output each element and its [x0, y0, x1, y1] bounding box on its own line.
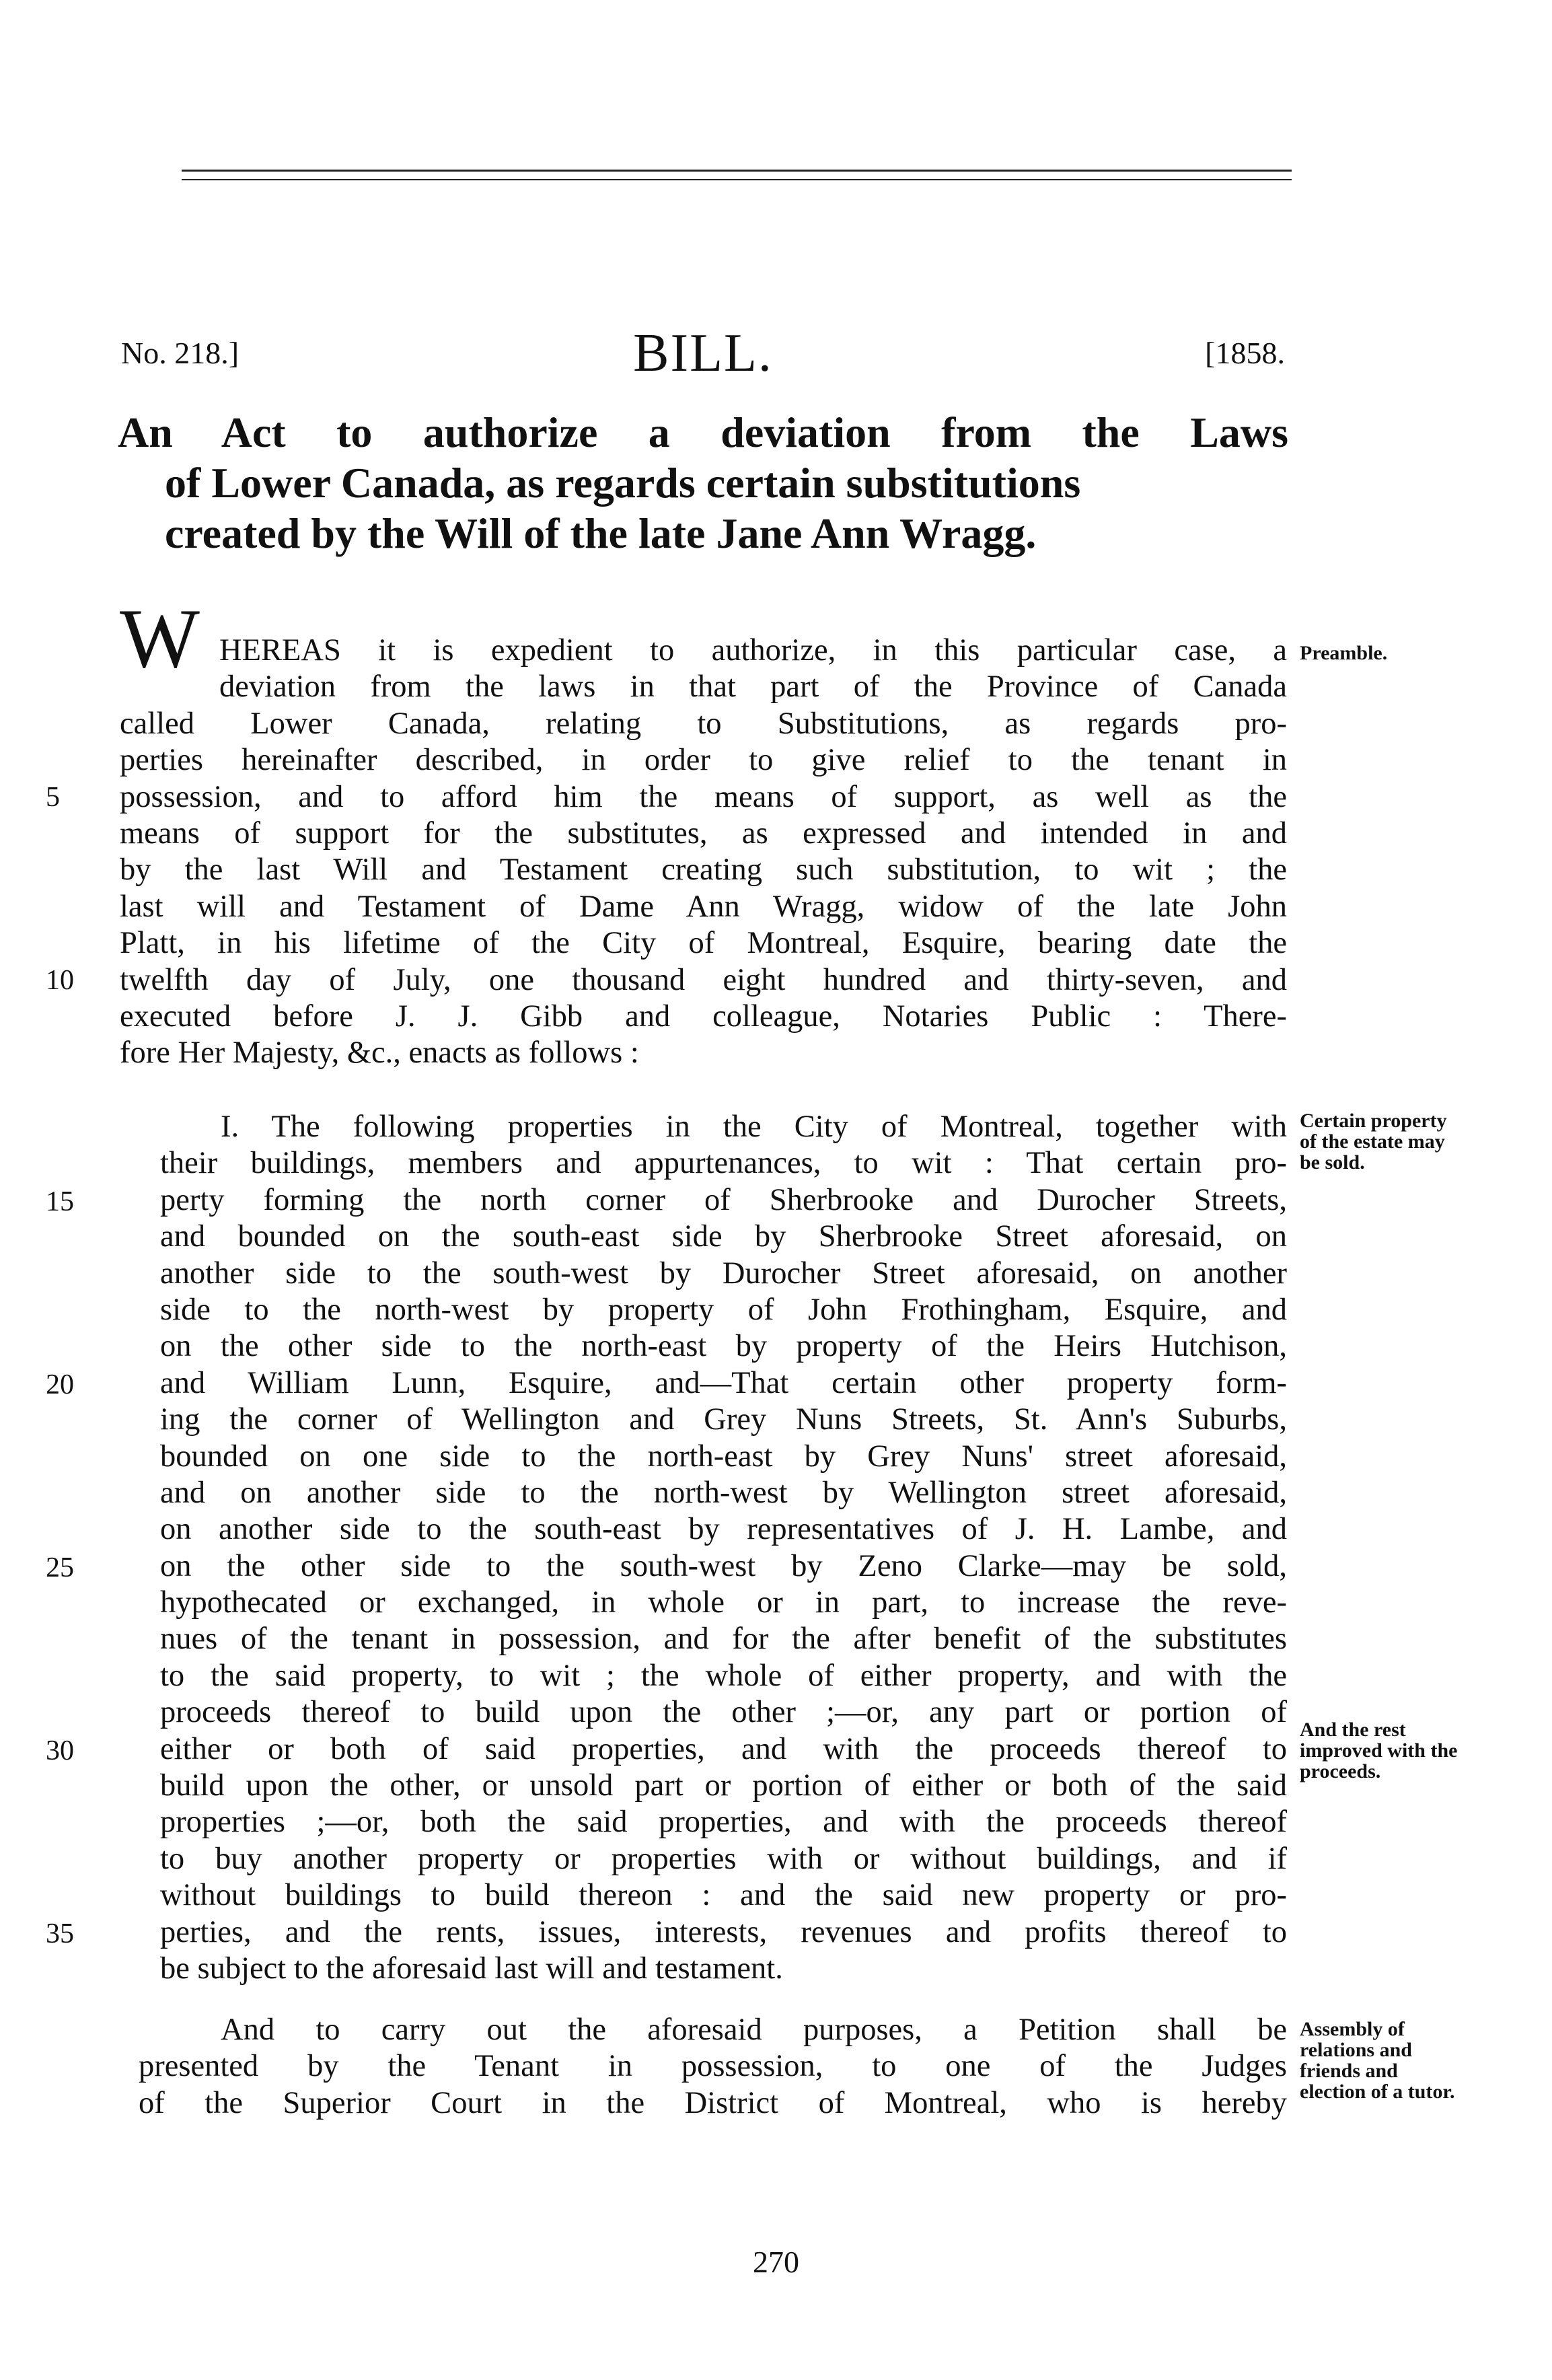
preamble-paragraph	[120, 633, 1287, 1072]
section-one-line: either or both of said properties, and with the proceeds thereof to	[160, 1731, 1287, 1766]
section-one-line: be subject to the aforesaid last will and testament.	[160, 1951, 783, 1986]
act-title	[118, 407, 1288, 558]
preamble-line: last will and Testament of Dame Ann Wragg, widow of the late John	[120, 889, 1287, 924]
section-one-line: and on another side to the north-west by Wellington street aforesaid,	[160, 1475, 1287, 1510]
margin-note-assembly: Assembly of relations and friends and election of a tutor.	[1300, 2018, 1455, 2103]
section-one-line: perties, and the rents, issues, interests, revenues and profits thereof to	[160, 1914, 1287, 1949]
section-one-line: without buildings to build thereon : and the said new property or pro-	[160, 1878, 1287, 1913]
preamble-line: called Lower Canada, relating to Substitutions, as regards pro-	[120, 706, 1287, 741]
section-two-paragraph	[120, 2012, 1287, 2122]
section-one-line: perty forming the north corner of Sherbrooke and Durocher Streets,	[160, 1182, 1287, 1217]
preamble-line: fore Her Majesty, &c., enacts as follows :	[120, 1036, 639, 1071]
preamble-line: HEREAS it is expedient to authorize, in this particular case, a	[219, 633, 1287, 668]
bill-header	[121, 323, 1285, 384]
section-two-line: And to carry out the aforesaid purposes, a Petition shall be	[221, 2013, 1287, 2047]
line-number: 15	[46, 1186, 74, 1217]
section-one-line: to the said property, to wit ; the whole of either property, and with the	[160, 1658, 1287, 1693]
margin-note-preamble: Preamble.	[1300, 642, 1388, 664]
preamble-line: possession, and to afford him the means of support, as well as the	[120, 779, 1287, 814]
section-one-line: and bounded on the south-east side by Sherbrooke Street aforesaid, on	[160, 1219, 1287, 1254]
section-one-line: on another side to the south-east by representatives of J. H. Lambe, and	[160, 1512, 1287, 1547]
section-one-paragraph	[120, 1109, 1287, 1987]
section-one-line: on the other side to the north-east by property of the Heirs Hutchison,	[160, 1329, 1287, 1364]
preamble-line: by the last Will and Testament creating such substitution, to wit ; the	[120, 853, 1287, 888]
section-one-line: build upon the other, or unsold part or portion of either or both of the said	[160, 1768, 1287, 1803]
section-one-line: proceeds thereof to build upon the other ;—or, any part or portion of	[160, 1695, 1287, 1730]
page-number: 270	[753, 2245, 799, 2279]
section-one-line: on the other side to the south-west by Zeno Clarke—may be sold,	[160, 1548, 1287, 1583]
section-two-line: of the Superior Court in the District of Montreal, who is hereby	[139, 2085, 1287, 2120]
section-two-line: presented by the Tenant in possession, to one of the Judges	[139, 2049, 1287, 2084]
bill-heading: BILL.	[633, 324, 773, 383]
section-one-line: to buy another property or properties with or without buildings, and if	[160, 1841, 1287, 1876]
line-number: 10	[46, 965, 74, 996]
top-double-rule	[182, 170, 1292, 172]
line-number: 20	[46, 1369, 74, 1400]
bill-number: No. 218.]	[121, 336, 239, 370]
section-one-line: side to the north-west by property of John Frothingham, Esquire, and	[160, 1292, 1287, 1327]
preamble-dropcap: W	[120, 592, 200, 686]
title-line: An Act to authorize a deviation from the Laws	[118, 408, 1288, 456]
section-one-line: I. The following properties in the City of Montreal, together with	[221, 1110, 1287, 1144]
title-line: of Lower Canada, as regards certain substitutions	[165, 459, 1081, 507]
line-number: 5	[46, 782, 60, 813]
title-line: created by the Will of the late Jane Ann Wragg.	[165, 509, 1037, 557]
section-one-line: hypothecated or exchanged, in whole or in part, to increase the reve-	[160, 1585, 1287, 1620]
section-one-line: properties ;—or, both the said properties, and with the proceeds thereof	[160, 1805, 1287, 1840]
preamble-line: Platt, in his lifetime of the City of Montreal, Esquire, bearing date the	[120, 926, 1287, 961]
margin-note-and-the-rest: And the rest improved with the proceeds.	[1300, 1719, 1458, 1782]
line-number: 35	[46, 1918, 74, 1949]
line-number: 30	[46, 1735, 74, 1766]
preamble-line: executed before J. J. Gibb and colleague, Notaries Public : There-	[120, 999, 1287, 1034]
section-one-line: and William Lunn, Esquire, and—That certain other property form-	[160, 1365, 1287, 1400]
top-double-rule-inner	[182, 179, 1292, 180]
section-one-line: their buildings, members and appurtenances, to wit : That certain pro-	[160, 1146, 1287, 1181]
bill-year: [1858.	[1205, 336, 1285, 370]
margin-note-certain-property: Certain property of the estate may be sold.	[1300, 1110, 1447, 1174]
section-one-line: another side to the south-west by Durocher Street aforesaid, on another	[160, 1256, 1287, 1291]
line-number: 25	[46, 1552, 74, 1583]
section-one-line: nues of the tenant in possession, and for the after benefit of the substitutes	[160, 1622, 1287, 1657]
preamble-line: twelfth day of July, one thousand eight hundred and thirty-seven, and	[120, 962, 1287, 997]
section-one-line: ing the corner of Wellington and Grey Nuns Streets, St. Ann's Suburbs,	[160, 1402, 1287, 1437]
preamble-line: perties hereinafter described, in order to give relief to the tenant in	[120, 743, 1287, 778]
section-one-line: bounded on one side to the north-east by Grey Nuns' street aforesaid,	[160, 1439, 1287, 1474]
preamble-line: means of support for the substitutes, as expressed and intended in and	[120, 816, 1287, 851]
preamble-line: deviation from the laws in that part of the Province of Canada	[219, 670, 1287, 705]
